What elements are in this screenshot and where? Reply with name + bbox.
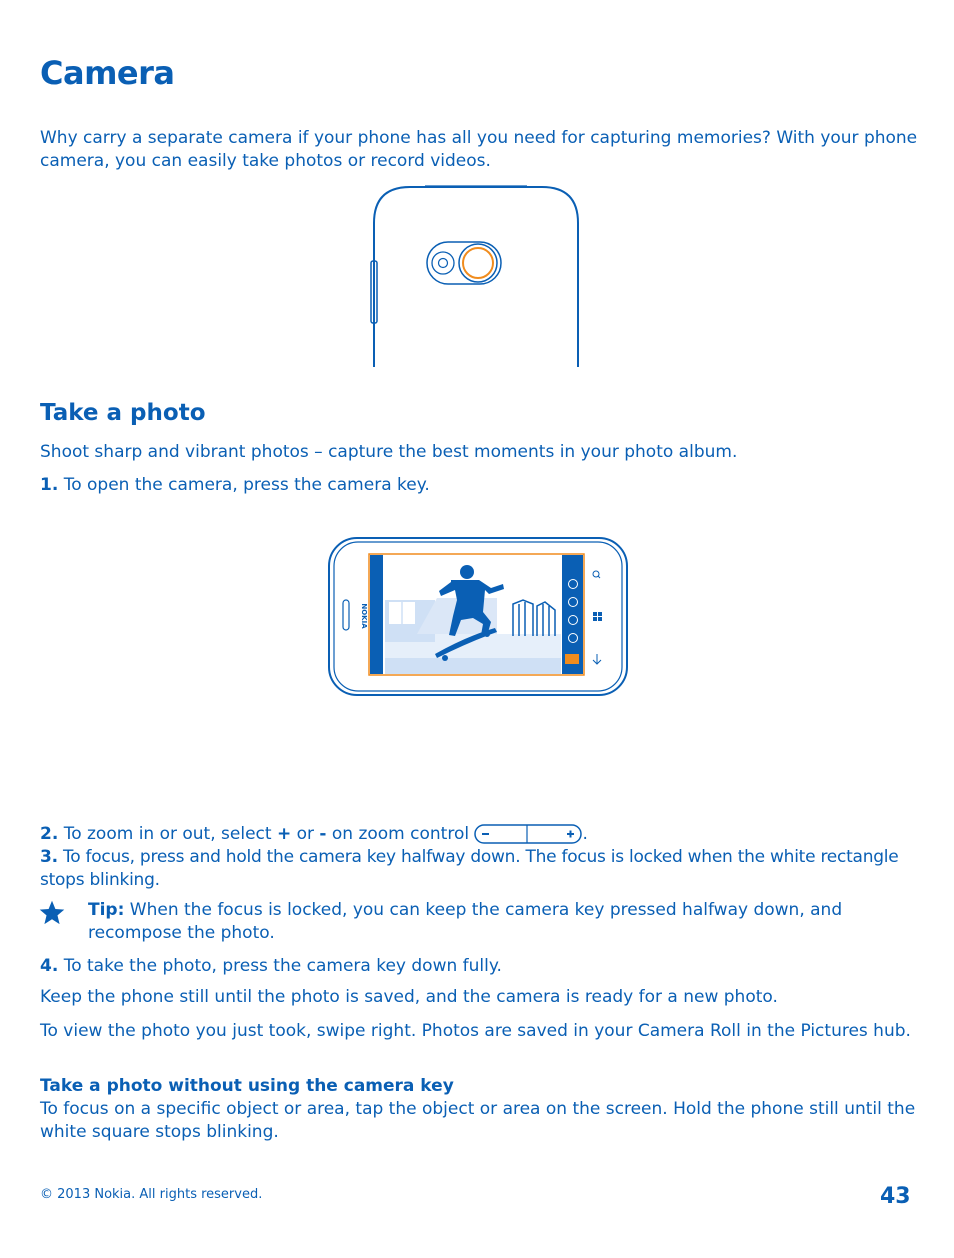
step-text: or bbox=[291, 824, 320, 844]
page-title: Camera bbox=[40, 54, 175, 92]
page-number: 43 bbox=[880, 1184, 911, 1209]
phone-back-illustration bbox=[365, 183, 587, 369]
zoom-control-icon bbox=[474, 824, 582, 844]
star-icon bbox=[38, 899, 66, 927]
step-number: 1. bbox=[40, 475, 59, 495]
step-number: 3. bbox=[40, 847, 58, 867]
step-3 bbox=[40, 846, 920, 892]
step-text: To zoom in or out, select bbox=[58, 824, 277, 844]
tip-text: When the focus is locked, you can keep the camera key pressed halfway down, and recompose the photo. bbox=[88, 900, 843, 943]
windows-logo-icon bbox=[593, 612, 602, 621]
step-text: To focus, press and hold the camera key halfway down. The focus is locked when the white rectangle stops blinking. bbox=[40, 847, 899, 890]
step-4 bbox=[40, 955, 920, 978]
step-text: To open the camera, press the camera key. bbox=[58, 475, 430, 495]
tip-paragraph bbox=[88, 899, 888, 945]
step-1 bbox=[40, 474, 920, 497]
step-number: 4. bbox=[40, 956, 59, 976]
plus-symbol: + bbox=[276, 824, 292, 844]
subheading: Take a photo without using the camera key bbox=[40, 1076, 454, 1096]
keep-still-paragraph: Keep the phone still until the photo is saved, and the camera is ready for a new photo. bbox=[40, 987, 778, 1007]
camera-lens-icon bbox=[427, 242, 501, 284]
section-intro: Shoot sharp and vibrant photos – capture the best moments in your photo album. bbox=[40, 442, 738, 462]
tip-label: Tip: bbox=[88, 900, 125, 920]
step-number: 2. bbox=[40, 824, 59, 844]
view-photo-paragraph: To view the photo you just took, swipe right. Photos are saved in your Camera Roll in the Pictures hub. bbox=[40, 1021, 911, 1041]
step-text: To take the photo, press the camera key down fully. bbox=[58, 956, 502, 976]
phone-brand-label: NOKIA bbox=[360, 603, 368, 629]
step-text: on zoom control bbox=[326, 824, 475, 844]
footer-copyright: © 2013 Nokia. All rights reserved. bbox=[40, 1187, 263, 1202]
step-text: . bbox=[582, 824, 588, 844]
sub-paragraph: To focus on a specific object or area, tap the object or area on the screen. Hold the phone still until the white square stops blinking. bbox=[40, 1099, 916, 1142]
intro-paragraph: Why carry a separate camera if your phone has all you need for capturing memories? With your phone camera, you can easily take photos or record videos. bbox=[40, 128, 918, 171]
section-heading: Take a photo bbox=[40, 400, 206, 426]
phone-landscape-illustration bbox=[327, 536, 629, 698]
minus-symbol: - bbox=[319, 824, 327, 844]
step-2 bbox=[40, 823, 920, 846]
